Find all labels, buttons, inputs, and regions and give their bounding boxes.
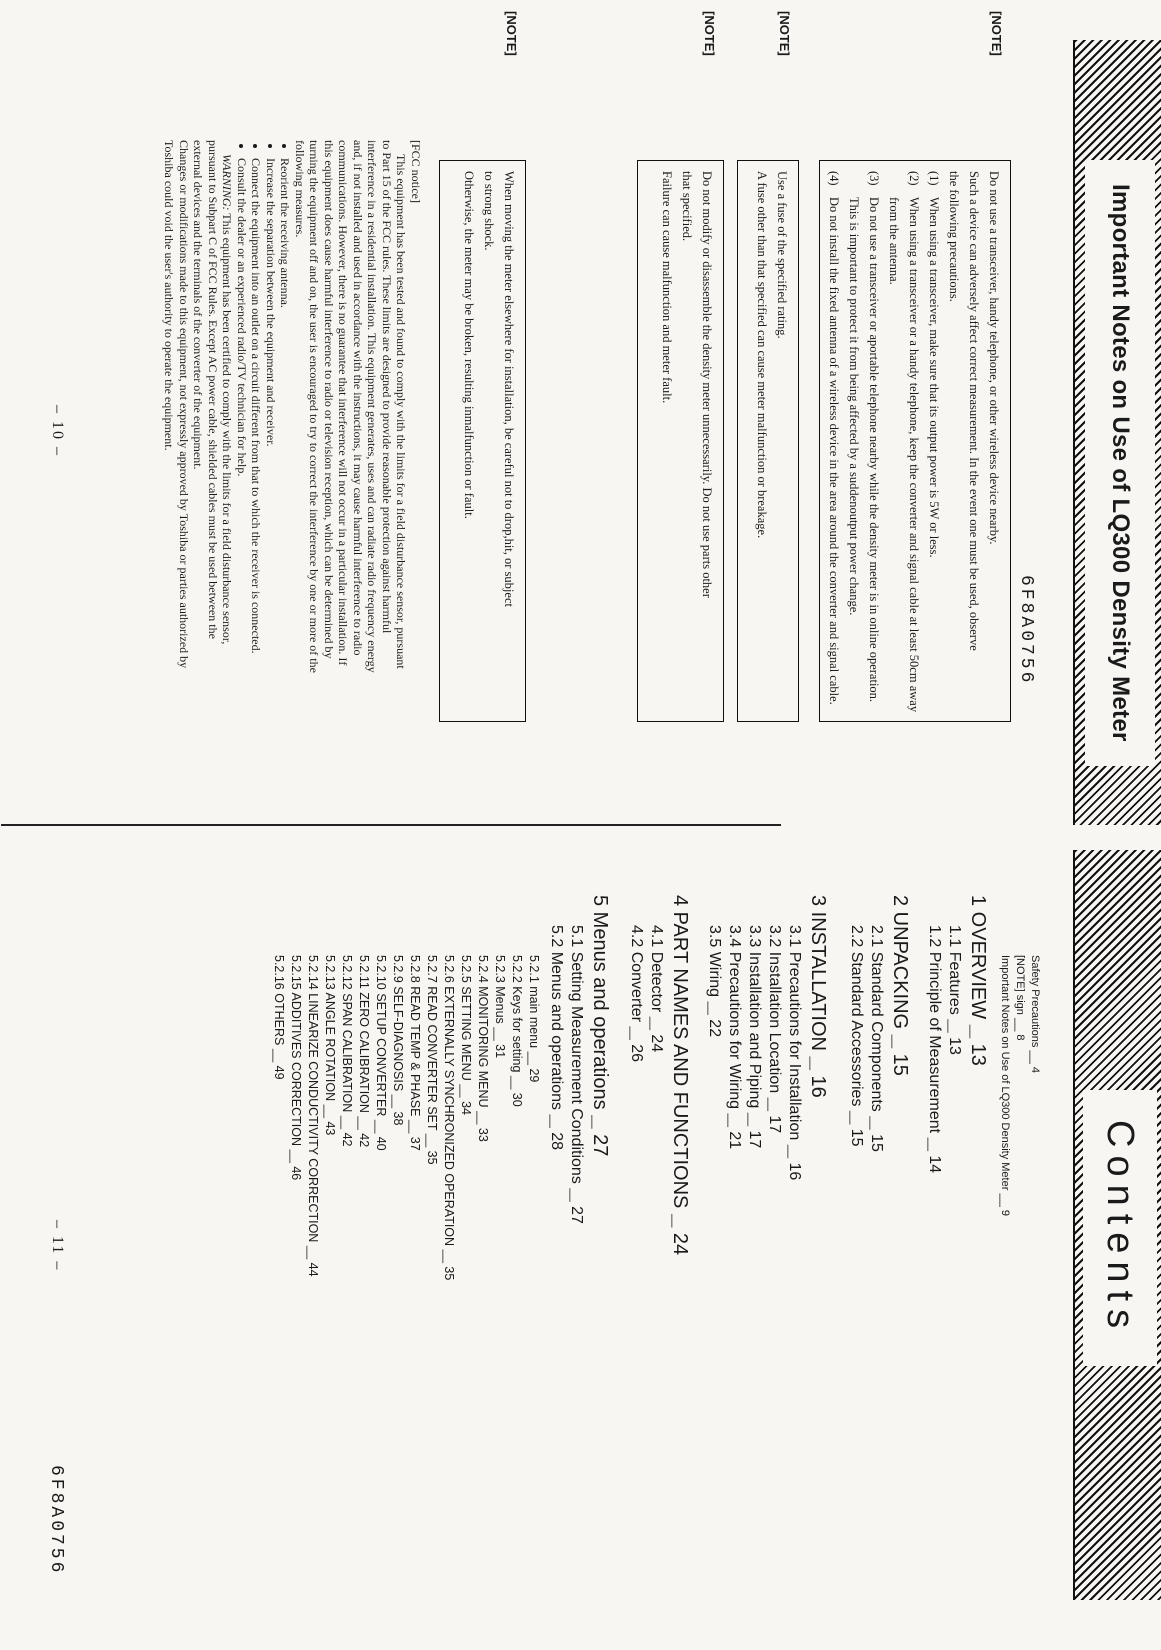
toc-section[interactable]: 1.1 Features __ 13	[946, 925, 963, 1055]
entry-label: 5.1 Setting Measurement Conditions	[568, 925, 585, 1184]
note-body	[824, 171, 1004, 715]
note-line: Otherwise, the meter may be broken, resulting inmalfunction or fault.	[462, 171, 476, 519]
toc-subsection[interactable]: 5.2.14 LINEARIZE CONDUCTIVITY CORRECTION __ 44	[306, 955, 320, 1277]
note-box-modify	[637, 11, 724, 722]
warning-text: This equipment has been certified to comply with the limits for a field disturbance sensor, pursuant to Subpart C of FCC Rules. Except AC power cable, shielded cables must be used between the external devices and the terminals of the converter of the equipment.	[191, 140, 235, 645]
entry-label: 4.1 Detector	[648, 925, 665, 1013]
note-box-wireless	[819, 11, 1011, 722]
entry-page: 16	[786, 1162, 803, 1181]
entry-label: 5.2.6 EXTERNALLY SYNCHRONIZED OPERATION	[442, 955, 456, 1247]
toc-subsection[interactable]: 5.2.11 ZERO CALIBRATION __ 42	[357, 955, 371, 1148]
entry-page: 22	[706, 1019, 723, 1038]
entry-page: 27	[589, 1134, 611, 1157]
entry-page: 49	[272, 1065, 286, 1080]
note-tag: [NOTE]	[989, 11, 1004, 56]
list-item: • Connect the equipment into an outlet on a circuit different from that to which the receiver is connected.	[249, 158, 264, 680]
entry-page: 16	[807, 1075, 829, 1098]
toc-subsection[interactable]: 5.2.15 ADDITIVES CORRECTION __ 46	[289, 955, 303, 1181]
entry-label: [NOTE] sign	[1014, 955, 1026, 1015]
note-line: Such a device can adversely affect correct measurement. In the event one must be used, observe	[967, 171, 981, 651]
entry-page: 4	[1029, 1066, 1041, 1073]
note-tag: [NOTE]	[504, 11, 519, 56]
toc-subsection[interactable]: 5.2.12 SPAN CALIBRATION __ 42	[340, 955, 354, 1147]
list-item: • Reorient the receiving antenna.	[278, 158, 293, 680]
entry-label: 1 OVERVIEW	[967, 895, 989, 1020]
toc-chapter-2[interactable]: 2 UNPACKING __ 15	[889, 895, 911, 1076]
entry-label: 1.2 Principle of Measurement	[926, 925, 943, 1134]
toc-subsection[interactable]: 5.2.3 Menus __ 31	[493, 955, 507, 1059]
entry-label: 5.2.8 READ TEMP & PHASE	[408, 955, 422, 1117]
warning-label: WARNING:	[220, 154, 235, 211]
entry-page: 21	[726, 1131, 743, 1150]
note-box-fuse	[737, 11, 799, 722]
entry-label: 5.2.4 MONITORING MENU	[476, 955, 490, 1108]
document-code: 6F8A0756	[46, 1465, 66, 1576]
item-text: Do not use a transceiver or aportable telephone nearby while the density meter is in online operation. This is important to protect it from being affected by a suddenoutput power change.	[847, 197, 881, 703]
fcc-heading: [FCC notice]	[409, 140, 423, 203]
entry-page: 31	[493, 1044, 507, 1059]
entry-page: 15	[848, 1128, 865, 1147]
entry-label: 5.2.9 SELF-DIAGNOSIS	[391, 955, 405, 1092]
entry-page: 8	[1014, 1034, 1026, 1041]
item-number: (3)	[867, 171, 881, 186]
table-of-contents	[0, 825, 1161, 1650]
note-box-moving	[439, 11, 526, 722]
entry-label: 5.2.3 Menus	[493, 955, 507, 1024]
toc-subsection[interactable]: 5.2.5 SETTING MENU __ 34	[459, 955, 473, 1115]
entry-label: 5.2.7 READ CONVERTER SET	[425, 955, 439, 1131]
entry-page: 26	[628, 1044, 645, 1062]
toc-section[interactable]: 3.2 Installation Location __ 17	[766, 925, 783, 1134]
note-body	[459, 171, 519, 715]
note-line: to strong shock.	[482, 171, 496, 251]
entry-page: 37	[408, 1136, 422, 1151]
entry-label: 5.2.2 Keys for setting	[510, 955, 524, 1073]
entry-page: 15	[889, 1053, 911, 1076]
contents-title: Contents	[1083, 1090, 1157, 1366]
entry-page: 15	[868, 1134, 885, 1152]
entry-page: 44	[306, 1262, 320, 1277]
note-line: A fuse other than that specified can cause meter malfunction or breakage.	[755, 171, 769, 539]
toc-section[interactable]: 2.2 Standard Accessories __ 15	[848, 925, 865, 1147]
fcc-measures	[235, 140, 293, 680]
entry-page: 13	[946, 1037, 963, 1055]
entry-label: 4 PART NAMES AND FUNCTIONS	[669, 895, 691, 1209]
note-tag: [NOTE]	[702, 11, 717, 56]
toc-subsection[interactable]: 5.2.6 EXTERNALLY SYNCHRONIZED OPERATION __ 35	[442, 955, 456, 1281]
toc-section[interactable]: 2.1 Standard Components __ 15	[868, 925, 885, 1152]
entry-label: 5.2.15 ADDITIVES CORRECTION	[289, 955, 303, 1147]
title-banner	[1073, 40, 1161, 825]
toc-chapter-3[interactable]: 3 INSTALLATION __ 16	[807, 895, 829, 1098]
item-number: (1)	[927, 171, 941, 186]
toc-chapter-4[interactable]: 4 PART NAMES AND FUNCTIONS __ 24	[669, 895, 691, 1256]
entry-label: 3.5 Wiring	[706, 925, 723, 998]
list-item	[924, 171, 944, 715]
toc-section[interactable]: 3.4 Precautions for Wiring __ 21	[726, 925, 743, 1150]
item-number: (4)	[827, 171, 841, 186]
list-item	[844, 171, 884, 715]
entry-label: 2 UNPACKING	[889, 895, 911, 1030]
toc-subsection[interactable]: 5.2.4 MONITORING MENU __ 33	[476, 955, 490, 1142]
toc-subsection[interactable]: 5.2.7 READ CONVERTER SET __ 35	[425, 955, 439, 1165]
toc-subsection[interactable]: 5.2.2 Keys for setting __ 30	[510, 955, 524, 1107]
entry-label: 5.2.14 LINEARIZE CONDUCTIVITY CORRECTION	[306, 955, 320, 1243]
toc-chapter-1[interactable]: 1 OVERVIEW __ 13	[967, 895, 989, 1066]
list-item	[824, 171, 844, 715]
note-line: Failure can cause malfunction and meter fault.	[660, 171, 674, 404]
entry-label: 5.2.1 main menu	[527, 955, 541, 1049]
page-title: Important Notes on Use of LQ300 Density Meter	[1085, 160, 1155, 766]
entry-page: 28	[548, 1132, 565, 1151]
page-number: – 10 –	[49, 405, 66, 457]
item-number: (2)	[907, 171, 921, 186]
entry-page: 13	[967, 1043, 989, 1066]
note-line: When moving the meter elsewhere for installation, be careful not to drop,hit, or subject	[502, 171, 516, 607]
entry-page: 24	[648, 1034, 665, 1053]
list-item: • Consult the dealer or an experienced radio/TV technician for help.	[235, 158, 250, 680]
entry-label: 5.2.5 SETTING MENU	[459, 955, 473, 1081]
fcc-paragraph: This equipment has been tested and found to comply with the limits for a field disturbance sensor, pursuant to Part 15 of the FCC rules. These limits are designed to provide reasonable protection against harmful interference in a residential installation. This equipment generates, uses and can radiate radio frequency energy and, if not installed and used in accordance with the instructions, it may cause harmful interference to radio communications. However, there is no guarantee that interference will not occur in a particular installation. If this equipment does cause harmful interference to radio or television reception, which can be determined by turning the equipment off and on, the user is encouraged to try to correct the interference by one or more of the following measures.	[293, 140, 409, 673]
toc-section[interactable]: 5.1 Setting Measurement Conditions __ 27	[568, 925, 585, 1224]
entry-page: 34	[459, 1101, 473, 1115]
entry-page: 42	[340, 1132, 354, 1147]
entry-page: 46	[289, 1166, 303, 1181]
entry-label: 3.1 Precautions for Installation	[786, 925, 803, 1141]
entry-label: 3.4 Precautions for Wiring	[726, 925, 743, 1110]
toc-entry[interactable]: Safety Precautions __ 4	[1029, 955, 1043, 1073]
entry-label: 5 Menus and operations	[589, 895, 611, 1110]
note-line: Use a fuse of the specified rating.	[775, 171, 789, 339]
item-text: When using a transceiver, make sure that its output power is 5W or less.	[927, 197, 941, 558]
fcc-notice	[162, 140, 423, 680]
fcc-changes: Changes or modifications made to this equipment, not expressly approved by Toshiba or parties authorized by Toshiba could void the user's authority to operate the equipment.	[162, 140, 191, 669]
entry-label: 5.2.13 ANGLE ROTATION	[323, 955, 337, 1102]
toc-subsection[interactable]: 5.2.9 SELF-DIAGNOSIS __ 38	[391, 955, 405, 1126]
toc-entry[interactable]: [NOTE] sign __ 8	[1014, 955, 1028, 1041]
entry-page: 9	[999, 1209, 1011, 1216]
toc-subsection[interactable]: 5.2.16 OTHERS __ 49	[272, 955, 286, 1080]
toc-subsection[interactable]: 5.2.1 main menu __ 29	[527, 955, 541, 1083]
entry-page: 35	[442, 1266, 456, 1281]
precautions-list	[824, 171, 944, 715]
note-body	[657, 171, 717, 715]
entry-label: 3 INSTALLATION	[807, 895, 829, 1051]
entry-label: 4.2 Converter	[628, 925, 645, 1022]
entry-label: 3.2 Installation Location	[766, 925, 783, 1094]
toc-subsection[interactable]: 5.2.10 SETUP CONVERTER __ 40	[374, 955, 388, 1151]
entry-label: 2.1 Standard Components	[868, 925, 885, 1112]
list-item: • Increase the separation between the equipment and receiver.	[264, 158, 279, 680]
toc-section[interactable]: 3.1 Precautions for Installation __ 16	[786, 925, 803, 1181]
entry-label: 5.2.12 SPAN CALIBRATION	[340, 955, 354, 1113]
entry-label: Important Notes on Use of LQ300 Density Meter	[999, 955, 1011, 1191]
note-line: Do not modify or disassemble the density meter unnecessarily. Do not use parts other	[700, 171, 714, 598]
page-11	[0, 825, 1161, 1650]
page-number: – 11 –	[49, 1220, 66, 1272]
entry-label: Safety Precautions	[1029, 955, 1041, 1048]
entry-label: 2.2 Standard Accessories	[848, 925, 865, 1107]
entry-page: 38	[391, 1111, 405, 1126]
note-body	[752, 171, 792, 715]
entry-label: 3.3 Installation and Piping	[746, 925, 763, 1109]
toc-subsection[interactable]: 5.2.13 ANGLE ROTATION __ 43	[323, 955, 337, 1136]
entry-page: 40	[374, 1136, 388, 1151]
entry-page: 17	[746, 1130, 763, 1149]
note-line: that specified.	[680, 171, 694, 242]
note-line: Do not use a transceiver, handy telephone, or other wireless device nearby.	[987, 171, 1001, 545]
note-tag: [NOTE]	[777, 11, 792, 56]
entry-page: 30	[510, 1092, 524, 1107]
list-item	[884, 171, 924, 715]
toc-section[interactable]: 3.3 Installation and Piping __ 17	[746, 925, 763, 1149]
entry-page: 14	[926, 1155, 943, 1174]
entry-page: 27	[568, 1206, 585, 1224]
document-code: 6F8A0756	[1016, 575, 1036, 686]
entry-page: 43	[323, 1121, 337, 1136]
entry-label: 5.2.16 OTHERS	[272, 955, 286, 1046]
toc-subsection[interactable]: 5.2.8 READ TEMP & PHASE __ 37	[408, 955, 422, 1151]
item-text: Do not install the fixed antenna of a wireless device in the area around the converter and signal cable.	[827, 197, 841, 705]
toc-section[interactable]: 4.1 Detector __ 24	[648, 925, 665, 1053]
entry-label: 5.2 Menus and operations	[548, 925, 565, 1111]
toc-section[interactable]: 4.2 Converter __ 26	[628, 925, 645, 1062]
toc-section[interactable]: 5.2 Menus and operations __ 28	[548, 925, 565, 1151]
toc-entry[interactable]: Important Notes on Use of LQ300 Density Meter __ 9	[999, 955, 1013, 1216]
entry-page: 33	[476, 1127, 490, 1142]
toc-section[interactable]: 3.5 Wiring __ 22	[706, 925, 723, 1038]
entry-page: 35	[425, 1150, 439, 1165]
entry-label: 5.2.10 SETUP CONVERTER	[374, 955, 388, 1117]
note-line: the following precautions.	[947, 171, 961, 302]
entry-label: 5.2.11 ZERO CALIBRATION	[357, 955, 371, 1113]
item-text: When using a transceiver or a handy telephone, keep the converter and signal cable at least 50cm away from the antenna.	[887, 197, 921, 713]
entry-label: 1.1 Features	[946, 925, 963, 1015]
entry-page: 29	[527, 1068, 541, 1083]
toc-chapter-5[interactable]: 5 Menus and operations __ 27	[589, 895, 611, 1157]
entry-page: 24	[669, 1232, 691, 1256]
entry-page: 42	[357, 1133, 371, 1148]
toc-section[interactable]: 1.2 Principle of Measurement __ 14	[926, 925, 943, 1174]
entry-page: 17	[766, 1115, 783, 1134]
